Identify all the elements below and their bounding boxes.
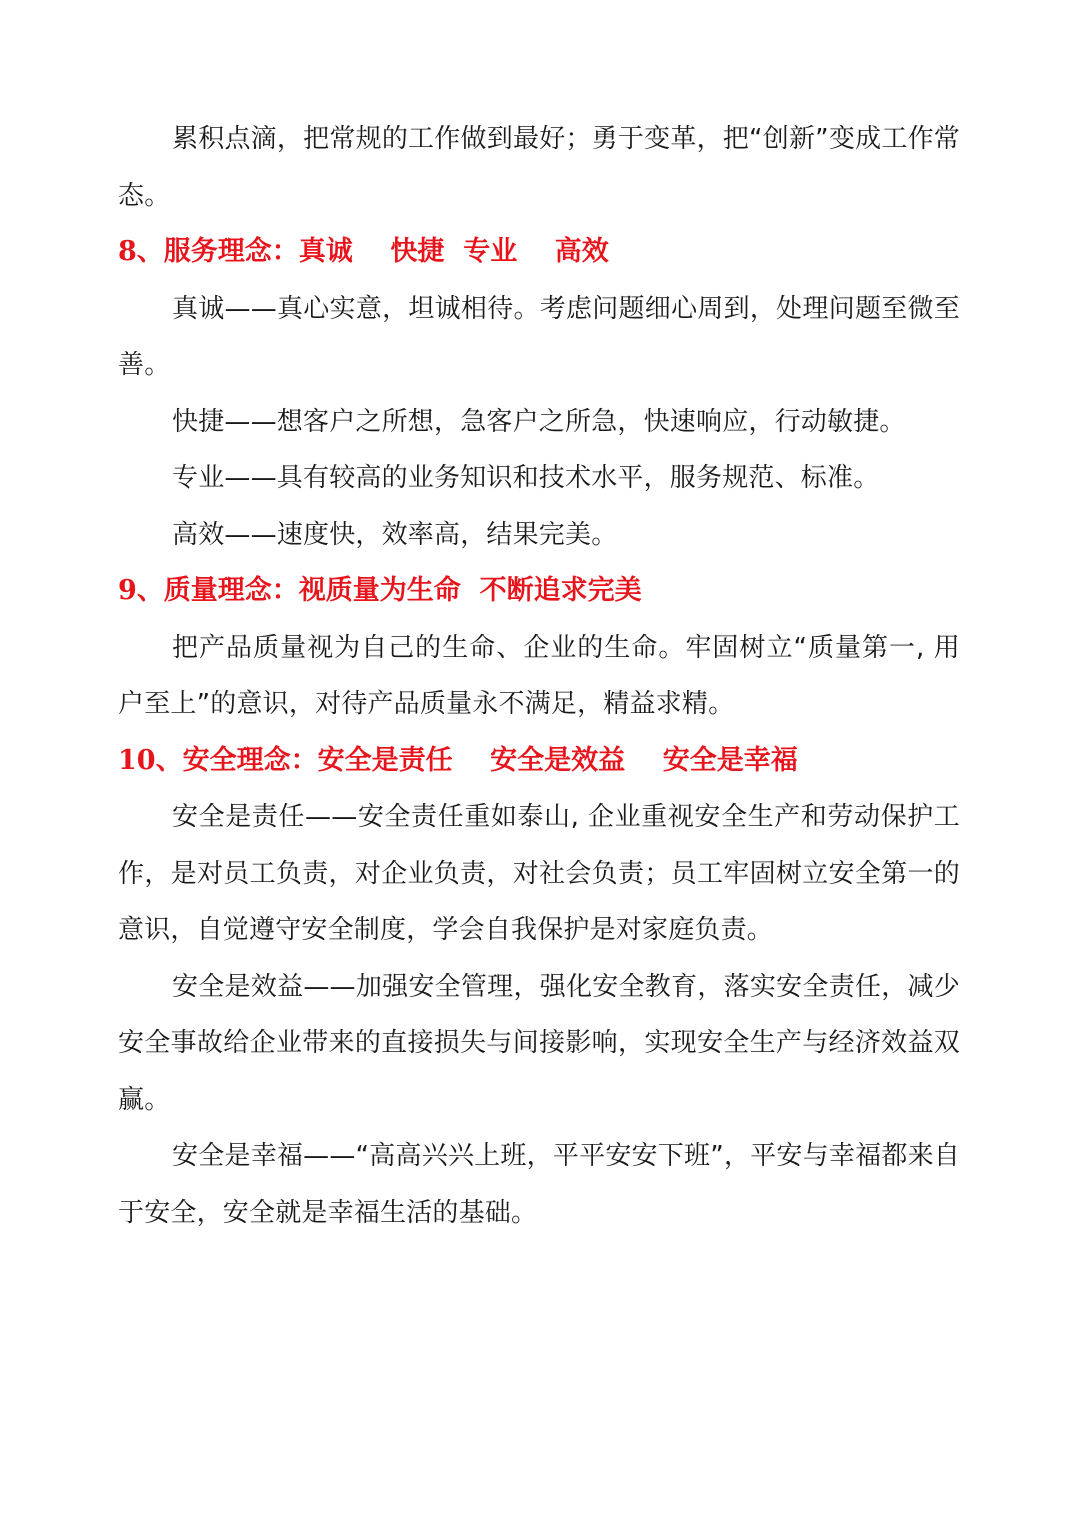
heading-number: 10 — [118, 744, 156, 776]
paragraph-innovation: 累积点滴，把常规的工作做到最好；勇于变革，把“创新”变成工作常态。 — [118, 124, 960, 211]
paragraph-safety-happiness: 安全是幸福——“高高兴兴上班，平平安安下班”，平安与幸福都来自于安全，安全就是幸福生活的基础。 — [118, 1141, 960, 1228]
paragraph-quality: 把产品质量视为自己的生命、企业的生命。牢固树立“质量第一, 用户至上”的意识，对待产品质量永不满足，精益求精。 — [118, 632, 960, 719]
document-body — [118, 111, 960, 1241]
paragraph-speed: 快捷——想客户之所想，急客户之所急，快速响应，行动敏捷。 — [172, 406, 906, 437]
heading-text: 、安全理念：安全是责任 安全是效益 安全是幸福 — [155, 744, 798, 776]
heading-number: 9 — [118, 575, 137, 606]
heading-quality-philosophy — [118, 563, 960, 620]
paragraph-safety-responsibility: 安全是责任——安全责任重如泰山, 企业重视安全生产和劳动保护工作，是对员工负责，对企业负责，对社会负责；员工牢固树立安全第一的意识，自觉遵守安全制度，学会自我保护是对家庭负责。 — [118, 802, 960, 945]
heading-number: 8 — [118, 236, 137, 267]
paragraph-safety-benefit: 安全是效益——加强安全管理，强化安全教育，落实安全责任，减少安全事故给企业带来的直接损失与间接影响，实现安全生产与经济效益双赢。 — [118, 971, 960, 1115]
paragraph-efficiency: 高效——速度快，效率高，结果完美。 — [172, 519, 618, 550]
paragraph-professional: 专业——具有较高的业务知识和技术水平，服务规范、标准。 — [172, 463, 880, 493]
heading-service-philosophy — [118, 224, 960, 281]
heading-text: 、质量理念：视质量为生命 不断追求完美 — [136, 575, 642, 606]
heading-text: 、服务理念：真诚 快捷 专业 高效 — [136, 236, 609, 267]
heading-safety-philosophy — [118, 733, 960, 790]
paragraph-sincerity: 真诚——真心实意，坦诚相待。考虑问题细心周到，处理问题至微至善。 — [118, 293, 960, 380]
